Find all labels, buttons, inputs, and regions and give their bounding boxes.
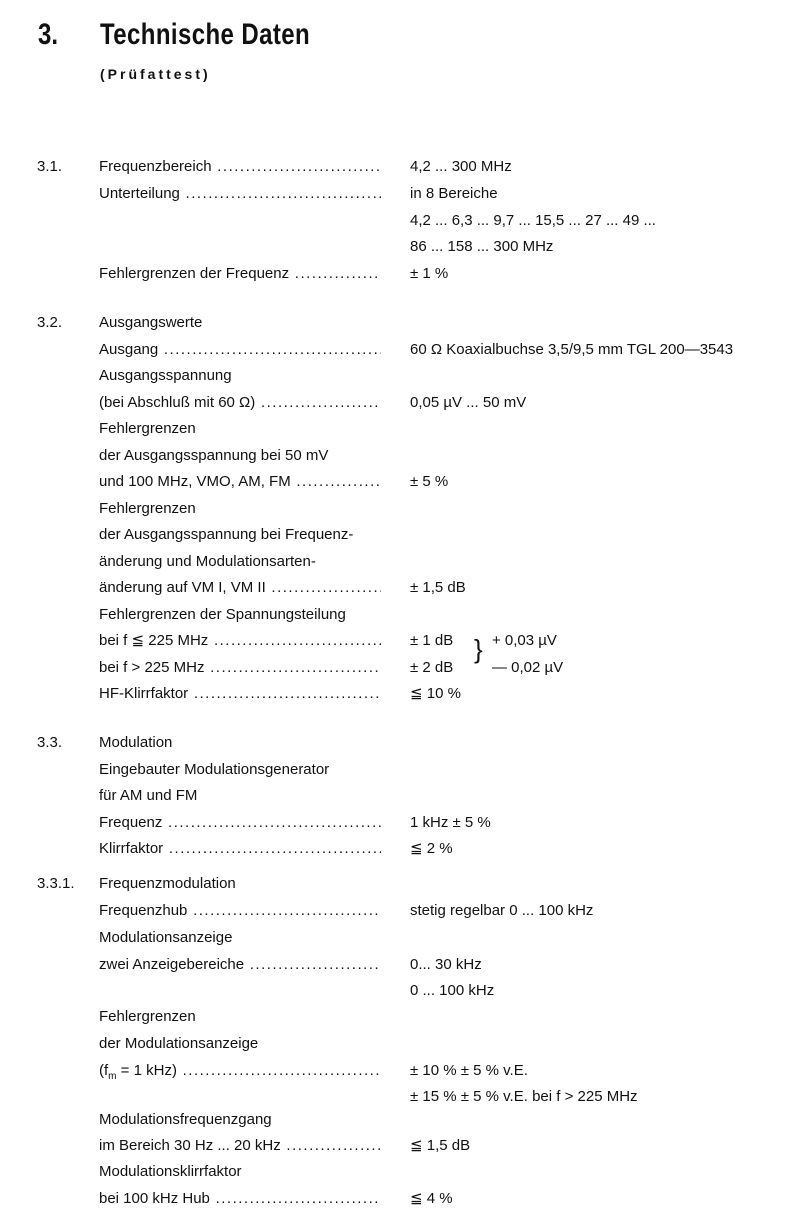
- spec-value: ± 2 dB: [410, 659, 454, 676]
- spec-label: änderung auf VM I, VM II .....: [99, 578, 381, 598]
- page-subtitle: (Prüfattest): [100, 66, 211, 82]
- spec-label: Frequenzhub .....: [99, 901, 381, 921]
- spec-label: HF-Klirrfaktor .....: [99, 684, 381, 704]
- spec-value: ≦ 1,5 dB: [410, 1137, 471, 1154]
- label-part: (f: [99, 1062, 109, 1079]
- spec-value: ≦ 4 %: [410, 1190, 453, 1207]
- subscript: m: [108, 1071, 117, 1082]
- brace-symbol: }: [474, 634, 483, 664]
- spec-value-extra: — 0,02 µV: [492, 659, 564, 676]
- spec-label: bei 100 kHz Hub .....: [99, 1189, 381, 1209]
- spec-label-fm: [99, 1061, 381, 1087]
- spec-value: 1 kHz ± 5 %: [410, 814, 491, 831]
- spec-label: Modulationsfrequenzgang: [99, 1111, 272, 1128]
- spec-label: (bei Abschluß mit 60 Ω) .....: [99, 393, 381, 413]
- spec-label: Frequenzbereich .....: [99, 157, 381, 177]
- spec-value: 86 ... 158 ... 300 MHz: [410, 238, 554, 255]
- spec-label: zwei Anzeigebereiche .....: [99, 955, 381, 975]
- spec-value: ± 1,5 dB: [410, 579, 466, 596]
- spec-value: 4,2 ... 6,3 ... 9,7 ... 15,5 ... 27 ... 49 ...: [410, 212, 656, 229]
- spec-value: 60 Ω Koaxialbuchse 3,5/9,5 mm TGL 200—3543: [410, 341, 734, 358]
- spec-label: der Ausgangsspannung bei Frequenz-: [99, 526, 354, 543]
- spec-label: für AM und FM: [99, 787, 198, 804]
- spec-value: ± 15 % ± 5 % v.E. bei f > 225 MHz: [410, 1088, 638, 1105]
- spec-label: Fehlergrenzen: [99, 420, 196, 437]
- spec-label: Fehlergrenzen der Spannungsteilung: [99, 606, 346, 623]
- spec-value: ± 5 %: [410, 473, 449, 490]
- spec-label: Frequenz .....: [99, 813, 381, 833]
- spec-label: Klirrfaktor .....: [99, 839, 381, 859]
- spec-label: im Bereich 30 Hz ... 20 kHz .....: [99, 1136, 381, 1156]
- spec-value: 0 ... 100 kHz: [410, 982, 495, 999]
- spec-label: bei f > 225 MHz .....: [99, 658, 381, 678]
- spec-label: Ausgangsspannung: [99, 367, 232, 384]
- section-heading: Modulation: [99, 734, 173, 751]
- section-heading: Frequenzmodulation: [99, 875, 236, 892]
- section-number: 3.3.1.: [37, 875, 75, 892]
- spec-label: Eingebauter Modulationsgenerator: [99, 761, 330, 778]
- spec-label: Modulationsanzeige: [99, 929, 233, 946]
- spec-value: ≦ 2 %: [410, 840, 453, 857]
- spec-label: änderung und Modulationsarten-: [99, 553, 316, 570]
- section-heading: Ausgangswerte: [99, 314, 203, 331]
- spec-label: Fehlergrenzen: [99, 1008, 196, 1025]
- spec-value: ± 1 %: [410, 265, 449, 282]
- spec-value-extra: + 0,03 µV: [492, 632, 557, 649]
- spec-value: stetig regelbar 0 ... 100 kHz: [410, 902, 594, 919]
- spec-value: 0,05 µV ... 50 mV: [410, 394, 527, 411]
- spec-label: der Modulationsanzeige: [99, 1035, 259, 1052]
- spec-label: und 100 MHz, VMO, AM, FM .....: [99, 472, 381, 492]
- section-number: 3.1.: [37, 158, 63, 175]
- spec-value: ± 1 dB: [410, 632, 454, 649]
- spec-label: Fehlergrenzen: [99, 500, 196, 517]
- spec-value: 0... 30 kHz: [410, 956, 482, 973]
- spec-label: der Ausgangsspannung bei 50 mV: [99, 447, 329, 464]
- spec-value: ≦ 10 %: [410, 685, 461, 702]
- label-part: = 1 kHz): [116, 1062, 177, 1079]
- spec-label: Modulationsklirrfaktor: [99, 1163, 242, 1180]
- spec-label: Ausgang .....: [99, 340, 381, 360]
- spec-value: ± 10 % ± 5 % v.E.: [410, 1062, 528, 1079]
- spec-label: Fehlergrenzen der Frequenz .....: [99, 264, 381, 284]
- section-number: 3.2.: [37, 314, 63, 331]
- spec-label: Unterteilung .....: [99, 184, 381, 204]
- spec-label: bei f ≦ 225 MHz .....: [99, 631, 381, 651]
- page-number-heading: 3.: [38, 18, 59, 51]
- section-number: 3.3.: [37, 734, 63, 751]
- spec-value: 4,2 ... 300 MHz: [410, 158, 512, 175]
- page-title: Technische Daten: [100, 18, 311, 51]
- spec-value: in 8 Bereiche: [410, 185, 498, 202]
